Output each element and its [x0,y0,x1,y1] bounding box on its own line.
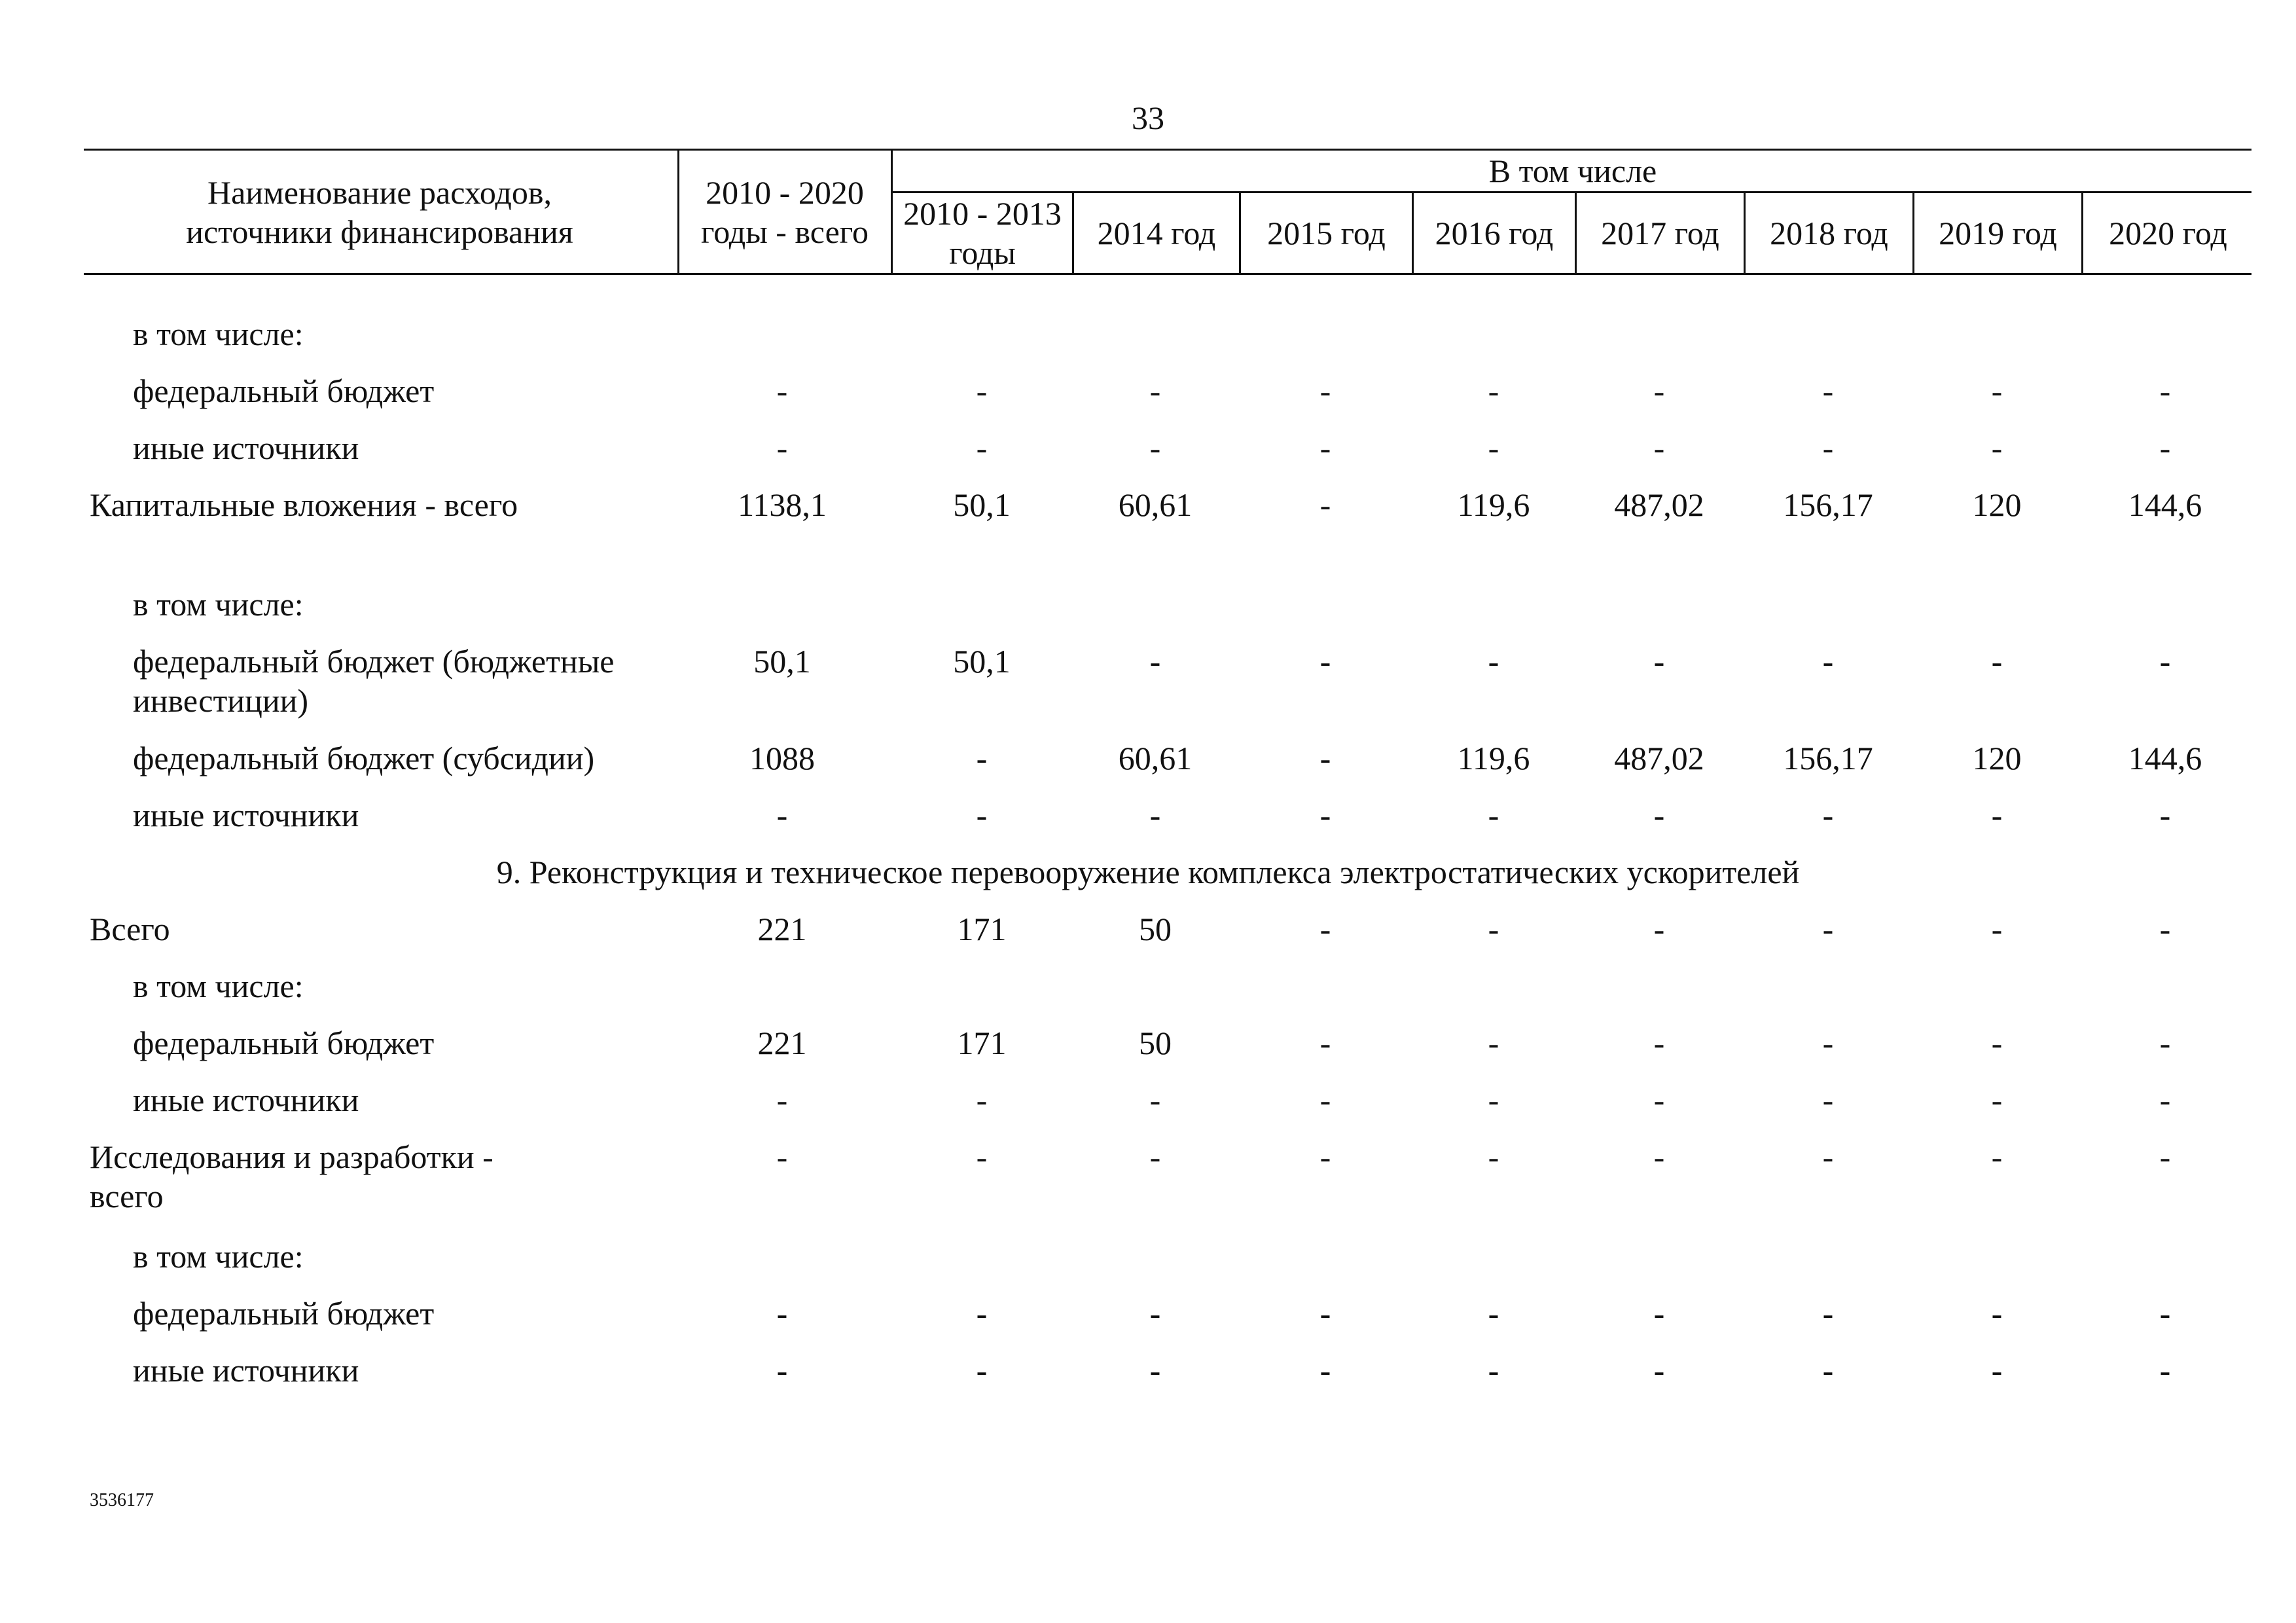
table-cell: - [1149,643,1161,680]
header-year-column: 2015 год [1267,215,1386,251]
table-cell: - [1488,797,1499,833]
table-cell: 1138,1 [738,486,827,523]
table-cell: - [1822,1352,1834,1389]
table-cell: 50 [1139,911,1172,947]
table-cell: 50,1 [753,643,811,680]
table-cell: 221 [757,1025,807,1061]
table-cell: - [1653,1082,1665,1118]
row-label: иные источники [133,1352,359,1389]
table-cell: - [1822,797,1834,833]
table-cell: - [1488,1025,1499,1061]
header-year-column: 2017 год [1601,215,1719,251]
table-cell: - [1488,911,1499,947]
table-cell: - [1319,911,1331,947]
table-cell: - [1149,1295,1161,1332]
table-cell: - [1822,911,1834,947]
table-cell: - [1488,1295,1499,1332]
table-cell: 144,6 [2128,740,2202,776]
header-divider [891,149,893,274]
table-cell: 487,02 [1614,740,1704,776]
table-cell: 119,6 [1457,486,1530,523]
table-cell: - [1149,373,1161,409]
table-cell: - [976,373,988,409]
header-year-column: 2014 год [1097,215,1216,251]
table-cell: - [1653,429,1665,466]
table-cell: - [776,1352,788,1389]
row-label: федеральный бюджет [133,1025,435,1061]
table-cell: - [1822,373,1834,409]
header-year-column: 2016 год [1435,215,1554,251]
table-cell: 171 [957,1025,1007,1061]
table-cell: 156,17 [1783,486,1873,523]
table-cell: - [1319,1139,1331,1175]
table-cell: - [2159,1139,2171,1175]
table-cell: - [1822,1139,1834,1175]
table-cell: 50,1 [953,486,1011,523]
table-cell: - [1653,1025,1665,1061]
header-group-label: В том числе [1488,153,1657,189]
table-cell: - [1149,797,1161,833]
table-cell: - [976,1139,988,1175]
header-year-column: 2018 год [1770,215,1888,251]
header-year-column: 2019 год [1939,215,2057,251]
table-cell: - [976,797,988,833]
table-cell: - [1653,1139,1665,1175]
table-cell: - [976,1295,988,1332]
row-label: федеральный бюджет [133,1295,435,1332]
table-cell: - [1991,1352,2003,1389]
table-cell: - [976,429,988,466]
table-cell: - [1991,643,2003,680]
row-label: в том числе: [133,316,304,352]
row-label: Всего [90,911,170,947]
table-cell: - [1488,1139,1499,1175]
table-cell: 171 [957,911,1007,947]
table-cell: 1088 [749,740,815,776]
table-cell: - [2159,797,2171,833]
table-cell: - [1653,643,1665,680]
table-cell: 120 [1972,740,2022,776]
table-cell: 60,61 [1118,486,1193,523]
table-cell: - [1822,1025,1834,1061]
table-cell: - [1822,1295,1834,1332]
table-cell: - [1991,911,2003,947]
header-divider [1412,191,1414,274]
table-cell: - [776,373,788,409]
table-cell: - [1991,373,2003,409]
table-cell: 60,61 [1118,740,1193,776]
header-divider [677,149,679,274]
table-cell: - [1488,429,1499,466]
table-cell: - [1822,1082,1834,1118]
table-cell: - [1991,1139,2003,1175]
header-divider [1744,191,1746,274]
table-cell: - [976,1352,988,1389]
table-cell: - [1991,1082,2003,1118]
table-cell: - [2159,429,2171,466]
row-label: иные источники [133,797,359,833]
table-cell: - [2159,1352,2171,1389]
table-cell: - [1488,373,1499,409]
row-label: Капитальные вложения - всего [90,486,518,523]
table-cell: - [2159,911,2171,947]
table-cell: - [1149,1352,1161,1389]
table-cell: - [2159,1025,2171,1061]
row-label: в том числе: [133,1238,304,1275]
table-cell: - [1991,797,2003,833]
table-cell: 144,6 [2128,486,2202,523]
table-cell: - [2159,1295,2171,1332]
table-cell: - [976,740,988,776]
table-cell: - [1149,1139,1161,1175]
table-cell: - [1653,1352,1665,1389]
table-cell: - [776,1295,788,1332]
table-cell: 221 [757,911,807,947]
table-cell: 487,02 [1614,486,1704,523]
row-label: иные источники [133,429,359,466]
table-cell: - [1991,1295,2003,1332]
section-title: 9. Реконструкция и техническое перевооружение комплекса электростатических ускорителей [496,854,1800,890]
header-bottom-rule [84,273,2251,275]
table-cell: - [1319,429,1331,466]
table-cell: - [1653,1295,1665,1332]
row-label: федеральный бюджет (субсидии) [133,740,595,776]
table-cell: - [1319,1025,1331,1061]
header-total-column: 2010 - 2020 годы - всего [700,173,869,250]
header-divider [1239,191,1241,274]
table-cell: - [1488,1352,1499,1389]
table-cell: - [1653,911,1665,947]
table-cell: - [1991,429,2003,466]
table-cell: - [1149,1082,1161,1118]
header-divider [2081,191,2083,274]
table-cell: - [1319,1352,1331,1389]
header-divider [1912,191,1914,274]
table-cell: 50 [1139,1025,1172,1061]
table-cell: - [1319,1295,1331,1332]
table-cell: - [776,1139,788,1175]
table-cell: - [1319,740,1331,776]
table-cell: - [1319,373,1331,409]
table-cell: - [1653,373,1665,409]
table-cell: - [776,429,788,466]
table-cell: - [1488,1082,1499,1118]
table-cell: - [2159,373,2171,409]
table-cell: - [1822,643,1834,680]
row-label: федеральный бюджет [133,373,435,409]
table-cell: - [1488,643,1499,680]
table-cell: - [1319,643,1331,680]
table-cell: 119,6 [1457,740,1530,776]
table-cell: - [1991,1025,2003,1061]
row-label: иные источники [133,1082,359,1118]
table-cell: 50,1 [953,643,1011,680]
table-cell: - [1822,429,1834,466]
header-divider [1575,191,1577,274]
table-cell: - [1653,797,1665,833]
table-cell: 120 [1972,486,2022,523]
header-divider [1072,191,1074,274]
table-cell: - [1319,1082,1331,1118]
row-label: в том числе: [133,968,304,1004]
table-cell: - [2159,643,2171,680]
table-cell: - [976,1082,988,1118]
table-cell: - [2159,1082,2171,1118]
table-cell: - [776,797,788,833]
page-number: 33 [1132,100,1164,136]
header-name-column: Наименование расходов, источники финансирования [186,173,573,250]
row-label: Исследования и разработки - всего [90,1139,493,1214]
row-label: в том числе: [133,586,304,623]
document-code: 3536177 [90,1490,154,1510]
header-year-column: 2010 - 2013 годы [903,195,1062,271]
table-cell: - [1149,429,1161,466]
table-cell: - [1319,486,1331,523]
row-label: федеральный бюджет (бюджетные инвестиции) [133,643,615,719]
header-year-column: 2020 год [2109,215,2227,251]
table-cell: - [1319,797,1331,833]
table-cell: 156,17 [1783,740,1873,776]
table-cell: - [776,1082,788,1118]
